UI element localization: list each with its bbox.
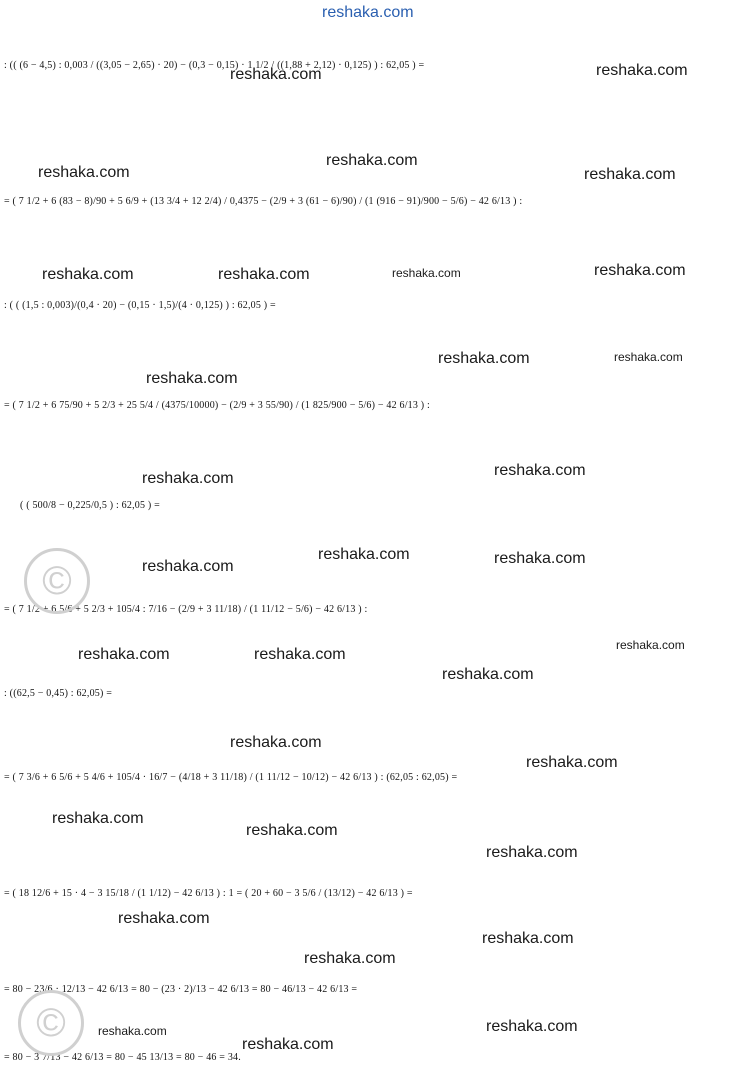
watermark: reshaka.com <box>38 164 130 181</box>
watermark: reshaka.com <box>98 1024 167 1038</box>
math-line-5: ( ( 500/8 − 0,225/0,5 ) : 62,05 ) = <box>20 500 160 511</box>
watermark: reshaka.com <box>594 262 686 279</box>
math-line-1: : (( (6 − 4,5) : 0,003 / ((3,05 − 2,65) · 20) − (0,3 − 0,15) · 1 1/2 / ((1,88 + 2,12) · 0,125) ) : 62,05 ) = <box>4 60 425 71</box>
watermark: reshaka.com <box>596 62 688 79</box>
watermark: reshaka.com <box>146 370 238 387</box>
watermark: reshaka.com <box>494 550 586 567</box>
watermark: reshaka.com <box>304 950 396 967</box>
watermark: reshaka.com <box>486 1018 578 1035</box>
watermark: reshaka.com <box>118 910 210 927</box>
watermark: reshaka.com <box>246 822 338 839</box>
watermark: reshaka.com <box>392 266 461 280</box>
watermark-top: reshaka.com <box>322 4 414 21</box>
watermark: reshaka.com <box>230 66 322 83</box>
watermark: reshaka.com <box>254 646 346 663</box>
math-line-11: = 80 − 3 7/13 − 42 6/13 = 80 − 45 13/13 = 80 − 46 = 34. <box>4 1052 241 1063</box>
math-line-7: : ((62,5 − 0,45) : 62,05) = <box>4 688 113 699</box>
watermark: reshaka.com <box>614 350 683 364</box>
watermark: reshaka.com <box>438 350 530 367</box>
watermark: reshaka.com <box>230 734 322 751</box>
copyright-icon: © <box>18 990 84 1056</box>
math-line-6: = ( 7 1/2 + 6 5/6 + 5 2/3 + 105/4 : 7/16 − (2/9 + 3 11/18) / (1 11/12 − 5/6) − 42 6/13 ) : <box>4 604 368 615</box>
watermark: reshaka.com <box>142 558 234 575</box>
watermark: reshaka.com <box>326 152 418 169</box>
copyright-icon: © <box>24 548 90 614</box>
watermark: reshaka.com <box>42 266 134 283</box>
watermark: reshaka.com <box>482 930 574 947</box>
watermark: reshaka.com <box>442 666 534 683</box>
math-line-3: : ( ( (1,5 : 0,003)/(0,4 · 20) − (0,15 · 1,5)/(4 · 0,125) ) : 62,05 ) = <box>4 300 276 311</box>
watermark: reshaka.com <box>526 754 618 771</box>
math-line-2: = ( 7 1/2 + 6 (83 − 8)/90 + 5 6/9 + (13 3/4 + 12 2/4) / 0,4375 − (2/9 + 3 (61 − 6)/90) / (1 (916 − 91)/900 − 5/6) − 42 6/13 ) : <box>4 196 523 207</box>
watermark: reshaka.com <box>78 646 170 663</box>
math-line-10: = 80 − 23/6 · 12/13 − 42 6/13 = 80 − (23 · 2)/13 − 42 6/13 = 80 − 46/13 − 42 6/13 = <box>4 984 358 995</box>
watermark: reshaka.com <box>616 638 685 652</box>
watermark: reshaka.com <box>52 810 144 827</box>
watermark: reshaka.com <box>494 462 586 479</box>
watermark: reshaka.com <box>242 1036 334 1053</box>
watermark: reshaka.com <box>318 546 410 563</box>
watermark: reshaka.com <box>486 844 578 861</box>
watermark: reshaka.com <box>218 266 310 283</box>
math-line-9: = ( 18 12/6 + 15 · 4 − 3 15/18 / (1 1/12) − 42 6/13 ) : 1 = ( 20 + 60 − 3 5/6 / (13/12) − 42 6/13 ) = <box>4 888 413 899</box>
math-line-8: = ( 7 3/6 + 6 5/6 + 5 4/6 + 105/4 · 16/7 − (4/18 + 3 11/18) / (1 11/12 − 10/12) − 42 6/13 ) : (62,05 : 62,05) = <box>4 772 458 783</box>
math-line-4: = ( 7 1/2 + 6 75/90 + 5 2/3 + 25 5/4 / (4375/10000) − (2/9 + 3 55/90) / (1 825/900 − 5/6) − 42 6/13 ) : <box>4 400 430 411</box>
watermark: reshaka.com <box>584 166 676 183</box>
watermark: reshaka.com <box>142 470 234 487</box>
